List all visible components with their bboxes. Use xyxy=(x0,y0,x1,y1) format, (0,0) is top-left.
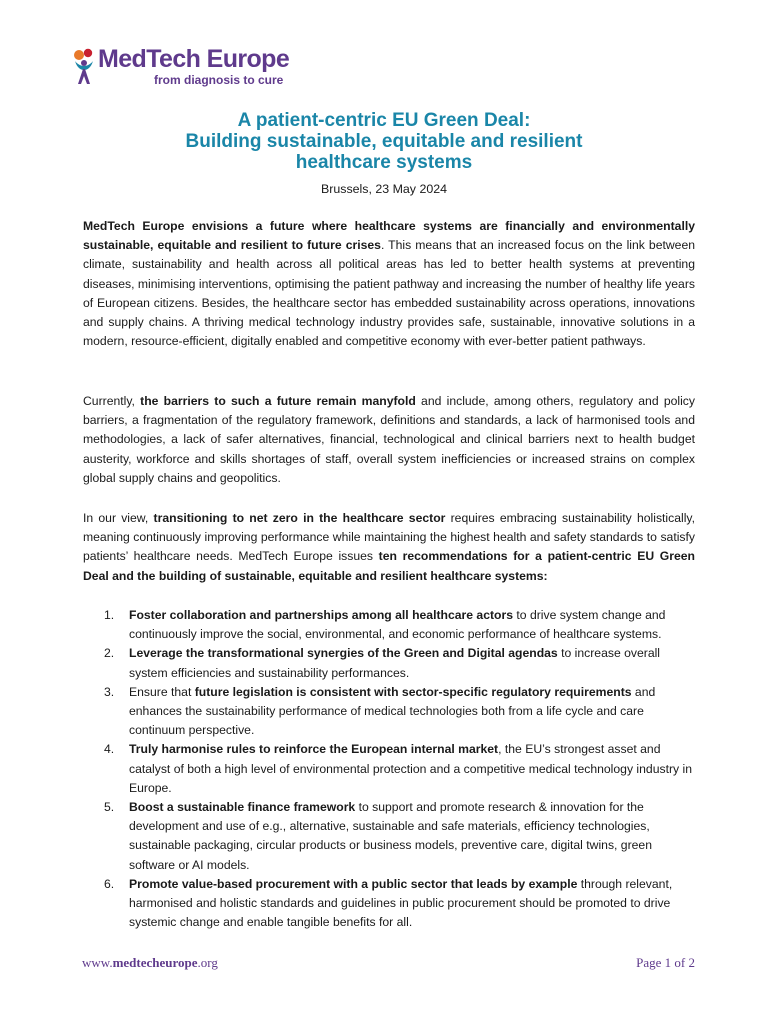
rec-bold: Truly harmonise rules to reinforce the European internal market xyxy=(129,742,499,757)
url-suffix: .org xyxy=(197,955,218,970)
rec-bold: Promote value-based procurement with a public sector that leads by example xyxy=(129,876,578,891)
paragraph-barriers xyxy=(83,392,695,488)
dateline: Brussels, 23 May 2024 xyxy=(320,182,448,196)
list-item xyxy=(83,875,695,933)
person-figure-icon xyxy=(72,46,96,90)
list-item xyxy=(83,683,695,741)
rec-rest: to support and promote research & innovation for the development and use of e.g., alternative, sustainable and safe materials, efficiency technologies, sustainable packaging, circular products or business models, preventive care, digital twins, green software or AI models. xyxy=(129,800,652,872)
list-text xyxy=(129,644,695,682)
rec-pre: Ensure that xyxy=(129,684,195,699)
recommendations-list xyxy=(83,606,695,932)
view-mid: requires embracing sustainability holistically, meaning continuously improving performance while maintaining the highest health and safety standards to satisfy patients’ healthcare needs. MedTech Europe issues xyxy=(83,511,695,564)
vision-bold: MedTech Europe envisions a future where healthcare systems are financially and environmentally sustainable, equitable and resilient to future crises xyxy=(83,219,695,253)
list-text xyxy=(129,683,695,741)
url-domain: medtecheurope xyxy=(112,955,198,970)
list-text xyxy=(129,606,695,644)
brand-tagline: from diagnosis to cure xyxy=(154,73,284,87)
view-bold-1: transitioning to net zero in the healthcare sector xyxy=(153,511,446,525)
rec-bold: Leverage the transformational synergies of the Green and Digital agendas xyxy=(129,646,558,661)
list-number: 4. xyxy=(104,742,115,757)
footer-website-link[interactable] xyxy=(82,955,218,971)
rec-bold: future legislation is consistent with sector-specific regulatory requirements xyxy=(194,684,632,699)
list-text xyxy=(129,740,695,798)
title-line-1: A patient-centric EU Green Deal: xyxy=(237,110,531,131)
list-number: 6. xyxy=(104,876,115,891)
list-number: 1. xyxy=(104,608,115,622)
barriers-bold: the barriers to such a future remain manyfold xyxy=(140,394,416,408)
list-text xyxy=(129,798,695,875)
barriers-pre: Currently, xyxy=(83,394,141,408)
list-number: 2. xyxy=(104,646,115,661)
vision-text: . This means that an increased focus on the link between climate, sustainability and health across all political areas has led to better health systems at preventing diseases, minimising interventions, optimising the patient pathway and increasing the number of healthy life years of European citizens. Besides, the healthcare sector has embedded sustainability across operations, innovations and supply chains. A thriving medical technology industry provides safe, sustainable, innovative solutions in a modern, resource-efficient, digitally enabled and competitive economy with ever-better patient pathways. xyxy=(83,238,695,349)
view-pre: In our view, xyxy=(83,511,154,525)
page-number: Page 1 of 2 xyxy=(636,955,695,970)
rec-rest: to drive system change and continuously improve the social, environmental, and economic performance of healthcare systems. xyxy=(129,608,666,642)
medtech-europe-logo[interactable] xyxy=(72,44,312,90)
view-bold-2: ten recommendations for a patient-centric EU Green Deal and the building of sustainable, equitable and resilient healthcare systems: xyxy=(83,549,695,583)
rec-rest: , the EU’s strongest asset and catalyst of both a high level of environmental protection and a competitive medical technology industry in Europe. xyxy=(129,742,692,795)
rec-bold: Foster collaboration and partnerships among all healthcare actors xyxy=(129,608,514,622)
document-title xyxy=(0,110,768,173)
list-number: 5. xyxy=(104,800,115,815)
list-number: 3. xyxy=(104,684,115,699)
list-text xyxy=(129,875,695,933)
paragraph-view xyxy=(83,509,695,586)
rec-bold: Boost a sustainable finance framework xyxy=(129,800,356,815)
paragraph-vision xyxy=(83,217,695,351)
list-item xyxy=(83,740,695,798)
brand-name: MedTech Europe xyxy=(98,45,290,73)
rec-rest: and enhances the sustainability performance of medical technologies both from a life cycle and care continuum perspective. xyxy=(129,684,656,738)
list-item xyxy=(83,644,695,682)
title-line-2: Building sustainable, equitable and resilient xyxy=(185,131,583,152)
barriers-text: and include, among others, regulatory and policy barriers, a fragmentation of the regulatory framework, definitions and standards, a lack of harmonised tools and methodologies, a lack of safer alternatives, financial, technological and clinical barriers next to health budget austerity, workforce and skills shortages of staff, overall system inefficiencies or increased strains on complex global supply chains and geopolitics. xyxy=(83,394,695,485)
title-line-3: healthcare systems xyxy=(295,152,473,173)
list-item xyxy=(83,798,695,875)
rec-rest: to increase overall system efficiencies and sustainability performances. xyxy=(129,646,661,680)
list-item xyxy=(83,606,695,644)
url-prefix: www. xyxy=(82,955,113,970)
rec-rest: through relevant, harmonised and holistic standards and guidelines in public procurement should be promoted to drive systemic change and enable tangible benefits for all. xyxy=(129,876,673,930)
